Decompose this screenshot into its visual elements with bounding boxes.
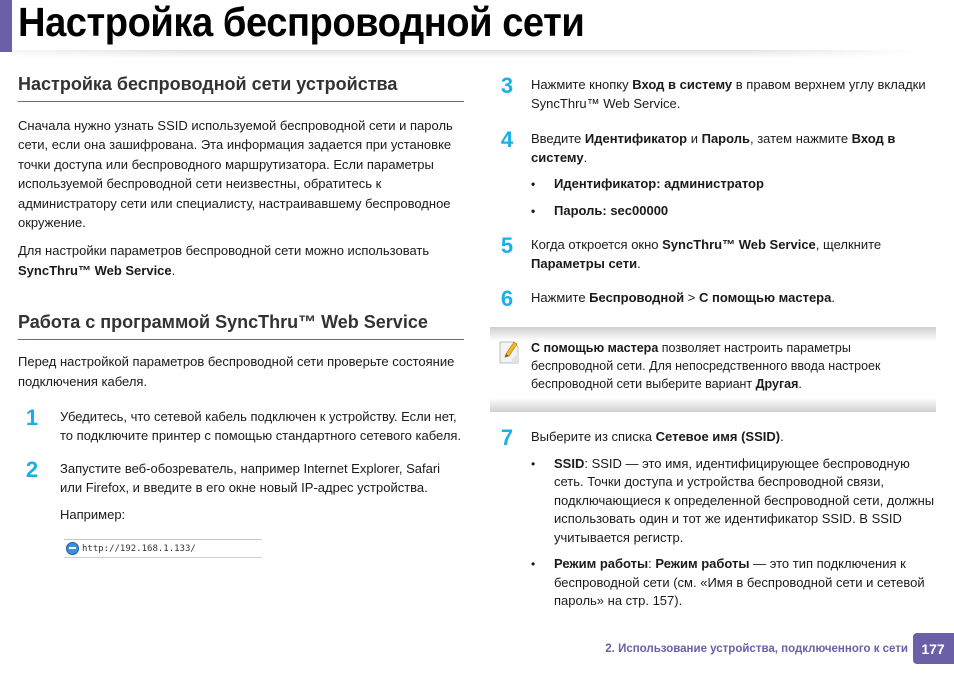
mode-term: Режим работы: [554, 556, 649, 571]
example-url: http://192.168.1.133/: [82, 543, 196, 554]
step-text: Запустите веб-обозреватель, например Internet Explorer, Safari или Firefox, и введите в его окне новый IP-адрес устройства.: [60, 461, 441, 495]
note-bottom-border: [490, 398, 936, 412]
text: , щелкните: [815, 237, 882, 252]
title-accent-bar: [0, 0, 12, 52]
other-bold: Другая: [755, 377, 799, 391]
step-number: 7: [500, 425, 514, 450]
text: >: [684, 290, 699, 305]
section-heading-device-wireless: Настройка беспроводной сети устройства: [18, 74, 464, 102]
wizard-bold: С помощью мастера: [531, 341, 659, 355]
text: Введите: [531, 131, 585, 146]
text: .: [583, 149, 588, 165]
text: .: [831, 290, 835, 305]
step-6: [497, 286, 937, 311]
text: .: [798, 377, 802, 391]
note-pencil-icon: [498, 339, 520, 365]
section1-paragraph-2: [18, 241, 464, 280]
ssid-details-list: [531, 455, 937, 611]
credential-id: • Идентификатор: администратор: [531, 175, 937, 194]
wireless-bold: Беспроводной: [589, 290, 685, 305]
page-number-badge: 177: [913, 633, 954, 664]
note-text: [531, 339, 931, 393]
section2-intro: Перед настройкой параметров беспроводной сети проверьте состояние подключения кабеля.: [18, 354, 455, 389]
login-bold: Вход в систему: [632, 77, 733, 92]
step-text: [531, 428, 937, 447]
network-settings-bold: Параметры сети: [531, 255, 638, 271]
browser-icon: [66, 542, 79, 555]
right-column-lower: [497, 425, 937, 611]
id-bold: Идентификатор: [584, 131, 688, 146]
wizard-bold: С помощью мастера: [699, 290, 832, 305]
step-4: [497, 127, 937, 220]
step-number: 6: [500, 286, 514, 311]
credential-password: • Пароль: sec00000: [531, 202, 937, 221]
text: Для настройки параметров беспроводной сети можно использовать: [18, 243, 430, 259]
text: позволяет настроить параметры беспроводной сети. Для непосредственного ввода настроек беспроводной сети выберите вариант: [531, 341, 881, 391]
mode-term: Режим работы: [655, 556, 750, 571]
step-text: [531, 76, 937, 113]
text: .: [780, 429, 784, 444]
section-heading-syncthru: Работа с программой SyncThru™ Web Service: [18, 312, 464, 340]
login-bold: Вход в систему: [531, 131, 896, 165]
left-column: [18, 74, 464, 558]
example-label: Например:: [60, 507, 126, 523]
step-number: 3: [500, 73, 514, 98]
syncthru-bold: SyncThru™ Web Service: [662, 237, 816, 252]
text: .: [637, 255, 641, 271]
note-box: [490, 327, 936, 412]
step-text: [531, 130, 937, 167]
ssid-term: SSID: [554, 455, 585, 471]
step-text: Убедитесь, что сетевой кабель подключен к устройству. Если нет, то подключите принтер с помощью стандартного сетевого кабеля.: [60, 409, 462, 443]
right-column: [497, 73, 937, 311]
password-bold: Пароль: [701, 131, 750, 146]
step-7: [497, 425, 937, 611]
bullet-operation-mode: [531, 555, 937, 611]
text: в правом верхнем углу вкладки SyncThru™ Web Service.: [531, 77, 926, 111]
step-3: [497, 73, 937, 113]
step-number: 1: [25, 405, 39, 431]
section1-paragraph: Сначала нужно узнать SSID используемой беспроводной сети и пароль сети, если она зашифрована. Эта информация задается при установке точки доступа или беспроводного маршрутизатора. Если параметры используемой беспроводной сети неизвестны, обратитесь к администратору сети или специалисту, настраивавшему беспроводное окружение.: [18, 118, 453, 231]
text: Выберите из списка: [531, 429, 656, 444]
step-number: 2: [25, 457, 39, 483]
step-number: 4: [500, 127, 514, 152]
chapter-footer: 2. Использование устройства, подключенного к сети: [605, 643, 908, 655]
text: и: [687, 131, 702, 146]
text: , затем нажмите: [749, 131, 852, 146]
text: Нажмите: [531, 290, 590, 305]
example-address-bar: [64, 539, 262, 558]
syncthru-bold: SyncThru™ Web Service: [18, 262, 172, 278]
text: : SSID — это имя, идентифицирующее беспроводную сеть. Точки доступа и устройства беспроводной связи, подключающиеся к определенной беспроводной сети, должны использовать один и тот же идентификатор SSID. В SSID учитывается регистр.: [554, 455, 935, 545]
step-text: [531, 289, 937, 308]
step-2: [18, 457, 464, 558]
step-5: [497, 233, 937, 273]
text: Нажмите кнопку: [531, 77, 633, 92]
step-number: 5: [500, 233, 514, 258]
step-1: [18, 405, 464, 445]
text: Когда откроется окно: [531, 237, 663, 252]
text: :: [648, 556, 656, 571]
title-divider: [10, 50, 920, 58]
text: — это тип подключения к беспроводной сети (см. «Имя в беспроводной сети и сетевой пароль» на стр. 157).: [554, 556, 925, 608]
step-text: [531, 236, 937, 273]
text: .: [171, 262, 176, 278]
bullet-ssid: [531, 455, 937, 548]
page-title: Настройка беспроводной сети: [18, 0, 585, 45]
credentials-list: [531, 175, 937, 220]
ssid-bold: Сетевое имя (SSID): [655, 429, 781, 444]
